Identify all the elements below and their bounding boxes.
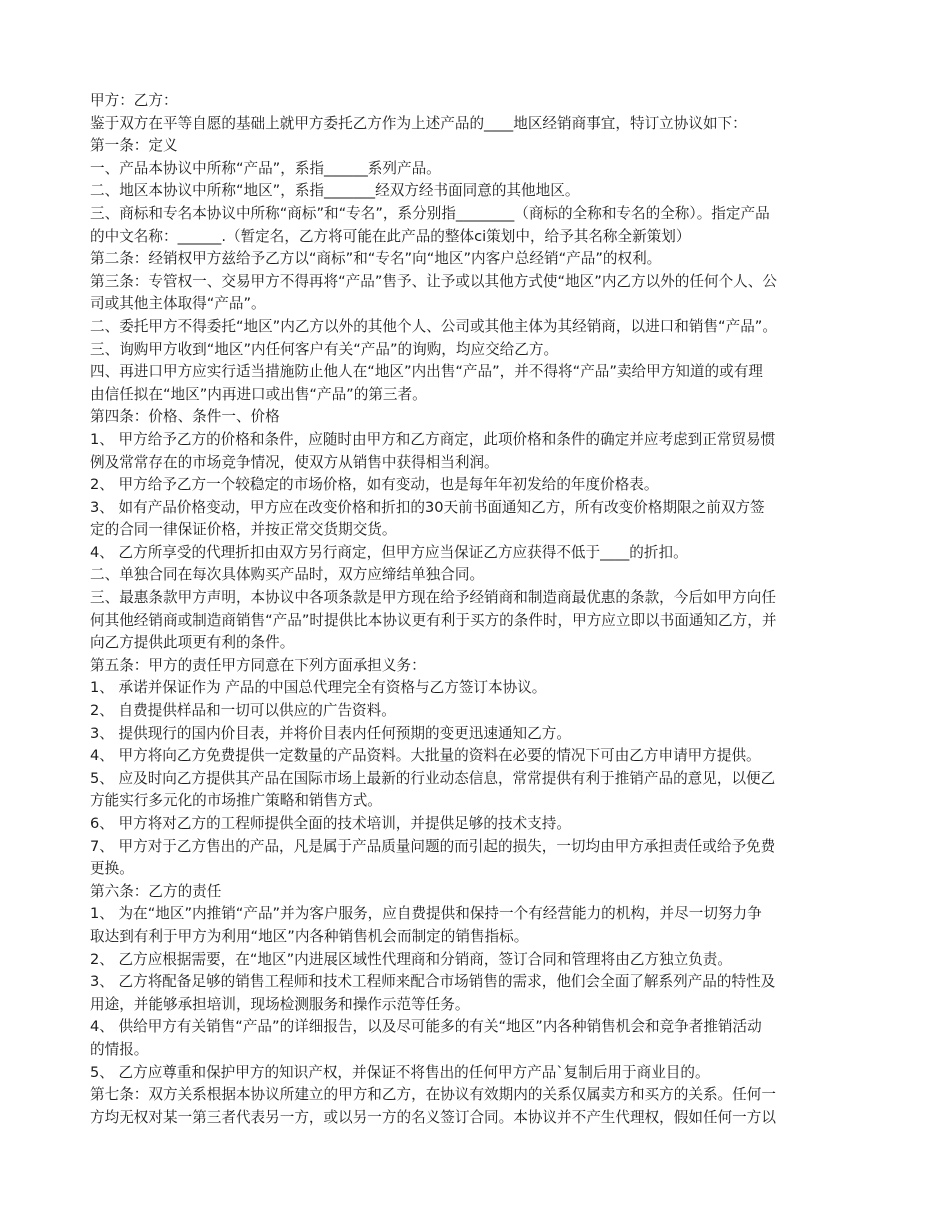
text-line: 二、地区本协议中所称“地区”，系指_______经双方经书面同意的其他地区。 [90, 182, 580, 200]
text-line: 取达到有利于甲方为利用“地区”内各种销售机会而制定的销售指标。 [90, 927, 529, 945]
text-line: 的情报。 [90, 1040, 149, 1058]
text-line: 2、 自费提供样品和一切可以供应的广告资料。 [90, 702, 396, 720]
text-line: 四、再进口甲方应实行适当措施防止他人在“地区”内出售“产品”，并不得将“产品”卖给甲方知道的或有理 [90, 363, 763, 381]
text-line: 向乙方提供此项更有利的条件。 [90, 634, 295, 652]
text-line: 一、产品本协议中所称“产品”，系指______系列产品。 [90, 159, 441, 177]
text-line: 由信任拟在“地区”内再进口或出售“产品”的第三者。 [90, 385, 427, 403]
text-line: 第六条：乙方的责任 [90, 882, 222, 900]
text-line: 更换。 [90, 860, 134, 878]
text-line: 的中文名称：______.（暂定名，乙方将可能在此产品的整体ci策划中，给予其名称全新策划） [90, 227, 691, 245]
text-line: 三、商标和专名本协议中所称“商标”和“专名”，系分别指________（商标的全称和专名的全称）。指定产品 [90, 204, 770, 222]
text-line: 5、 乙方应尊重和保护甲方的知识产权，并保证不将售出的任何甲方产品`复制后用于商业目的。 [90, 1063, 710, 1081]
text-line: 何其他经销商或制造商销售“产品”时提供比本协议更有利于买方的条件时，甲方应立即以书面通知乙方，并 [90, 611, 777, 629]
text-line: 4、 甲方将向乙方免费提供一定数量的产品资料。大批量的资料在必要的情况下可由乙方申请甲方提供。 [90, 747, 761, 765]
text-line: 第一条：定义 [90, 137, 178, 155]
text-line: 二、委托甲方不得委托“地区”内乙方以外的其他个人、公司或其他主体为其经销商，以进口和销售“产品”。 [90, 317, 777, 335]
text-line: 方均无权对某一第三者代表另一方，或以另一方的名义签订合同。本协议并不产生代理权，假如任何一方以 [90, 1108, 776, 1126]
text-line: 3、 乙方将配备足够的销售工程师和技术工程师来配合市场销售的需求，他们会全面了解系列产品的特性及 [90, 973, 776, 991]
text-line: 第七条：双方关系根据本协议所建立的甲方和乙方，在协议有效期内的关系仅属卖方和买方的关系。任何一 [90, 1086, 776, 1104]
text-line: 三、最惠条款甲方声明，本协议中各项条款是甲方现在给予经销商和制造商最优惠的条款，今后如甲方向任 [90, 589, 776, 607]
text-line: 甲方：乙方： [90, 92, 178, 109]
text-line: 二、单独合同在每次具体购买产品时，双方应缔结单独合同。 [90, 566, 485, 584]
text-line: 鉴于双方在平等自愿的基础上就甲方委托乙方作为上述产品的____地区经销商事宜，特订立协议如下： [90, 114, 747, 132]
text-line: 方能实行多元化的市场推广策略和销售方式。 [90, 792, 382, 810]
text-line: 第五条：甲方的责任甲方同意在下列方面承担义务： [90, 656, 426, 674]
text-line: 5、 应及时向乙方提供其产品在国际市场上最新的行业动态信息，常常提供有利于推销产品的意见，以便乙 [90, 769, 776, 787]
document-body [90, 90, 880, 1129]
text-line: 三、询购甲方收到“地区”内任何客户有关“产品”的询购，均应交给乙方。 [90, 340, 559, 358]
text-line: 2、 乙方应根据需要，在“地区”内进展区域性代理商和分销商，签订合同和管理将由乙方独立负责。 [90, 950, 732, 968]
text-line: 3、 如有产品价格变动，甲方应在改变价格和折扣的30天前书面通知乙方，所有改变价格期限之前双方签 [90, 498, 765, 516]
text-line: 用途，并能够承担培训，现场检测服务和操作示范等任务。 [90, 995, 470, 1013]
text-line: 6、 甲方将对乙方的工程师提供全面的技术培训，并提供足够的技术支持。 [90, 815, 571, 832]
text-line: 3、 提供现行的国内价目表，并将价目表内任何预期的变更迅速通知乙方。 [90, 724, 571, 742]
text-line: 2、 甲方给予乙方一个较稳定的市场价格，如有变动，也是每年年初发给的年度价格表。 [90, 476, 659, 494]
text-line: 例及常常存在的市场竞争情况，使双方从销售中获得相当利润。 [90, 453, 499, 471]
text-line: 第四条：价格、条件一、价格 [90, 408, 280, 426]
text-line: 第二条：经销权甲方兹给予乙方以“商标”和“专名”向“地区”内客户总经销“产品”的权利。 [90, 250, 662, 268]
text-line: 7、 甲方对于乙方售出的产品，凡是属于产品质量问题的而引起的损失，一切均由甲方承担责任或给予免费 [90, 837, 776, 855]
text-line: 司或其他主体取得“产品”。 [90, 295, 266, 313]
text-line: 1、 甲方给予乙方的价格和条件，应随时由甲方和乙方商定，此项价格和条件的确定并应考虑到正常贸易惯 [90, 430, 776, 448]
text-line: 4、 供给甲方有关销售“产品”的详细报告，以及尽可能多的有关“地区”内各种销售机会和竞争者推销活动 [90, 1018, 762, 1036]
text-line: 定的合同一律保证价格，并按正常交货期交货。 [90, 521, 397, 539]
text-line: 4、 乙方所享受的代理折扣由双方另行商定，但甲方应当保证乙方应获得不低于____的折扣。 [90, 543, 688, 561]
text-line: 1、 承诺并保证作为 产品的中国总代理完全有资格与乙方签订本协议。 [90, 679, 547, 697]
text-line: 1、 为在“地区”内推销“产品”并为客户服务，应自费提供和保持一个有经营能力的机构，并尽一切努力争 [90, 905, 762, 923]
text-line: 第三条：专管权一、交易甲方不得再将“产品”售予、让予或以其他方式使“地区”内乙方以外的任何个人、公 [90, 272, 777, 290]
